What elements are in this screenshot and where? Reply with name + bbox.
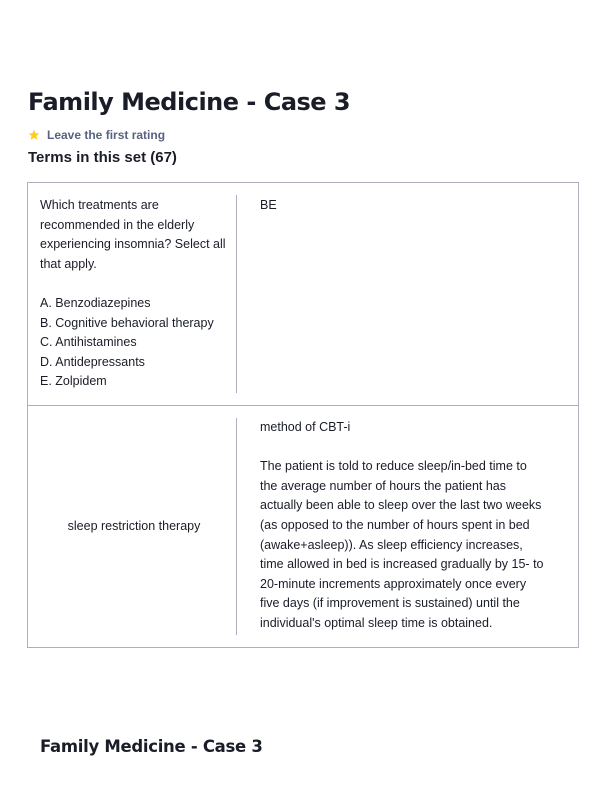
footer-title: Family Medicine - Case 3 — [40, 737, 263, 756]
card-divider — [236, 418, 237, 635]
page-title: Family Medicine - Case 3 — [28, 88, 351, 116]
card-divider — [236, 195, 237, 393]
term-text: sleep restriction therapy — [67, 518, 201, 533]
leave-rating-link[interactable]: Leave the first rating — [47, 128, 166, 142]
definition-text: method of CBT-i The patient is told to reduce sleep/in-bed time to the average number of hours the patient has actually been able to sleep over the last two weeks (as opposed to the number of hours spent in bed (awake+asleep)). As sleep efficiency increases, time allowed in bed is increased gradually by 15- to 20-minute increments approximately once every five days (if improvement is sustained) until the individual's optimal sleep time is obtained. — [260, 420, 544, 630]
terms-table — [27, 182, 579, 648]
rating — [28, 127, 165, 143]
star-icon — [28, 129, 40, 141]
definition-text: BE — [260, 198, 277, 212]
term-card — [28, 405, 578, 647]
term-card — [28, 183, 578, 405]
terms-heading: Terms in this set (67) — [28, 149, 177, 166]
term-text: Which treatments are recommended in the elderly experiencing insomnia? Select all that apply. A. Benzodiazepines B. Cognitive behavioral therapy C. Antihistamines D. Antidepressants E. Zolpidem — [40, 198, 226, 389]
